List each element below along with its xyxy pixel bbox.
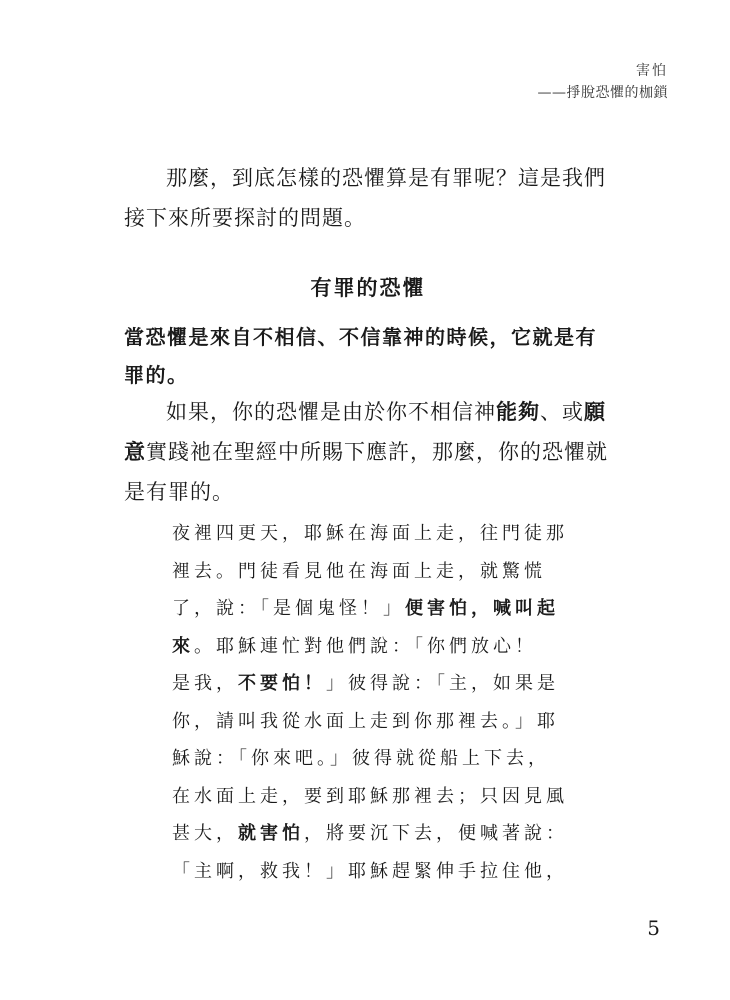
section-heading: 有罪的恐懼 [310,276,426,300]
quote-line-text: 在水面上走，要到耶穌那裡去；只因見風 [172,785,568,807]
paragraph-2-part1: 如果，你的恐懼是由於你不相信神 [166,400,496,424]
paragraph-2-text [124,392,612,512]
quote-line [172,853,592,891]
quote-line [172,590,592,628]
scripture-quote [172,515,592,890]
quote-line-text: 是我， [172,673,238,694]
quote-line-text: 「主啊，救我！」耶穌趕緊伸手拉住他， [172,860,568,882]
running-head-title: 害怕 [636,63,668,79]
quote-line-text: 裡去。門徒看見他在海面上走，就驚慌 [172,560,546,582]
paragraph-2 [124,392,612,512]
quote-line-bold: 來 [172,635,194,657]
quote-line-text: 穌說：「你來吧。」彼得就從船上下去， [172,748,550,769]
quote-line-text: ，將要沉下去，便喊著說： [304,823,568,844]
quote-line [172,815,592,853]
quote-line-text: 夜裡四更天，耶穌在海面上走，往門徒那 [172,523,568,544]
quote-line-text: 了，說：「是個鬼怪！」 [172,598,405,619]
paragraph-1-text: 那麼，到底怎樣的恐懼算是有罪呢？這是我們接下來所要探討的問題。 [124,166,606,230]
paragraph-1 [124,158,612,238]
quote-line [172,628,592,666]
quote-line-text: 你，請叫我從水面上走到你那裡去。」耶 [172,710,559,732]
quote-line-bold: 不要怕！ [238,673,326,694]
quote-line [172,703,592,741]
page-number: 5 [647,916,660,940]
running-head-subtitle: ——掙脫恐懼的枷鎖 [537,85,668,101]
quote-line [172,740,592,778]
quote-line-text: 」彼得說：「主，如果是 [326,673,559,694]
paragraph-2-bold1: 能夠 [496,400,540,424]
paragraph-2-part3: 實踐祂在聖經中所賜下應許，那麼，你的恐懼就是有罪的。 [124,440,608,504]
quote-line [172,553,592,591]
running-head [538,60,669,104]
quote-line-text: 甚大， [172,823,238,844]
bold-statement: 當恐懼是來自不相信、不信靠神的時候，它就是有罪的。 [124,325,597,387]
paragraph-2-bold2: 願意 [124,400,606,464]
quote-line [172,515,592,553]
quote-line-bold: 就害怕 [238,823,304,844]
quote-line [172,665,592,703]
quote-line-text: 。耶穌連忙對他們說：「你們放心！ [194,635,537,657]
paragraph-2-part2: 、或 [540,400,584,424]
quote-line [172,778,592,816]
quote-line-bold: 便害怕，喊叫起 [405,598,559,619]
